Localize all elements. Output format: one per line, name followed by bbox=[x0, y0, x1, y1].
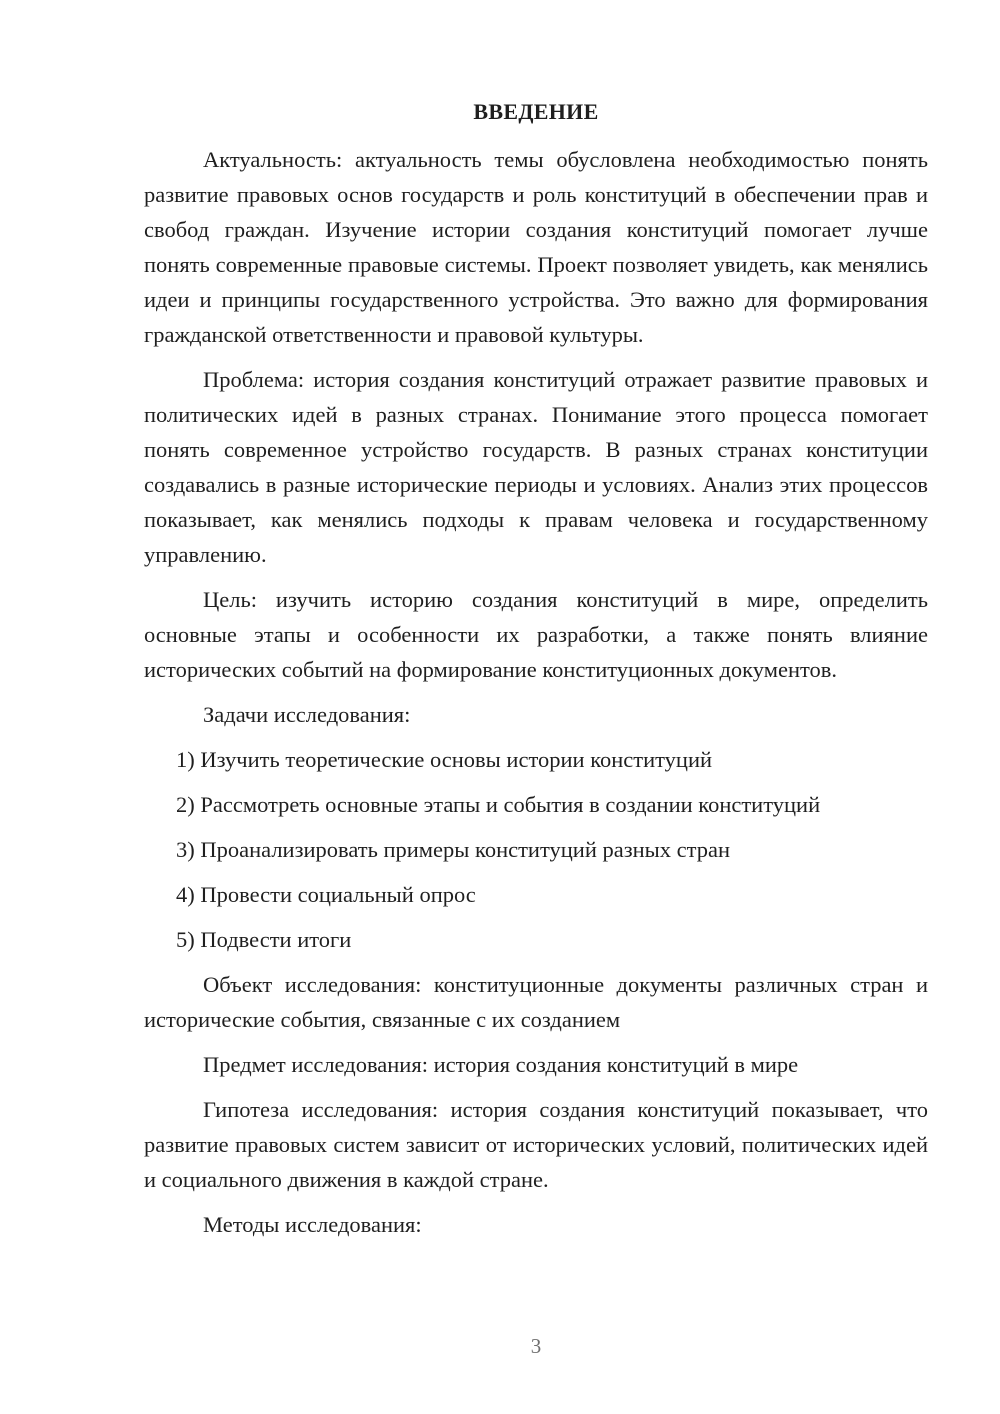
paragraph-hypothesis: Гипотеза исследования: история создания конституций показывает, что развитие правовых систем зависит от исторических условий, политических идей и социального движения в каждой стране. bbox=[144, 1097, 928, 1192]
list-item: 4) Провести социальный опрос bbox=[176, 882, 476, 907]
list-item: 2) Рассмотреть основные этапы и события в создании конституций bbox=[176, 792, 821, 817]
page-number: 3 bbox=[530, 1334, 542, 1358]
tasks-heading: Задачи исследования: bbox=[203, 702, 411, 727]
paragraph-goal: Цель: изучить историю создания конституций в мире, определить основные этапы и особенности их разработки, а также понять влияние исторических событий на формирование конституционных документов. bbox=[144, 587, 928, 682]
list-item: 3) Проанализировать примеры конституций разных стран bbox=[176, 837, 731, 862]
document-body bbox=[144, 142, 928, 1252]
methods-heading: Методы исследования: bbox=[203, 1212, 422, 1237]
paragraph-problem: Проблема: история создания конституций отражает развитие правовых и политических идей в разных странах. Понимание этого процесса помогает понять современное устройство государств. В разных странах конституции создавались в разные исторические периоды и условиях. Анализ этих процессов показывает, как менялись подходы к правам человека и государственному управлению. bbox=[144, 367, 928, 567]
tasks-list bbox=[144, 742, 928, 957]
paragraph-relevance: Актуальность: актуальность темы обусловлена необходимостью понять развитие правовых основ государств и роль конституций в обеспечении прав и свобод граждан. Изучение истории создания конституций помогает лучше понять современные правовые системы. Проект позволяет увидеть, как менялись идеи и принципы государственного устройства. Это важно для формирования гражданской ответственности и правовой культуры. bbox=[144, 147, 928, 347]
list-item: 1) Изучить теоретические основы истории конституций bbox=[176, 747, 713, 772]
paragraph-object: Объект исследования: конституционные документы различных стран и исторические события, связанные с их созданием bbox=[144, 972, 928, 1032]
page-title: ВВЕДЕНИЕ bbox=[473, 99, 599, 124]
list-item: 5) Подвести итоги bbox=[176, 927, 352, 952]
paragraph-subject: Предмет исследования: история создания конституций в мире bbox=[203, 1052, 799, 1077]
